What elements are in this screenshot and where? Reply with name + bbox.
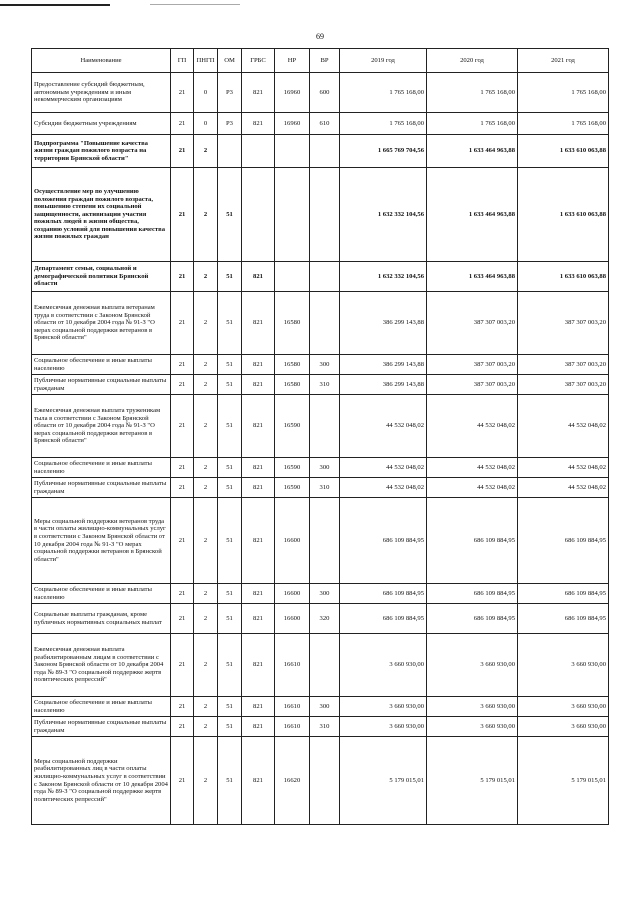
- cell-grbs: 821: [242, 604, 275, 634]
- cell-gp: 21: [171, 737, 194, 825]
- cell-2020: 3 660 930,00: [427, 634, 518, 697]
- cell-2019: 686 109 884,95: [340, 584, 427, 604]
- cell-2021: 1 765 168,00: [518, 73, 609, 113]
- cell-gp: 21: [171, 113, 194, 135]
- cell-2020: 44 532 048,02: [427, 395, 518, 458]
- cell-name: Публичные нормативные социальные выплаты гражданам: [32, 478, 171, 498]
- table-header-row: [32, 49, 609, 73]
- cell-grbs: 821: [242, 737, 275, 825]
- cell-2019: 386 299 143,88: [340, 375, 427, 395]
- cell-gp: 21: [171, 262, 194, 292]
- table-row: [32, 375, 609, 395]
- table-row: [32, 478, 609, 498]
- cell-gp: 21: [171, 478, 194, 498]
- cell-pngp: 2: [194, 262, 218, 292]
- cell-name: Подпрограмма "Повышение качества жизни граждан пожилого возраста на территории Брянской области": [32, 135, 171, 168]
- cell-om: 51: [218, 737, 242, 825]
- cell-om: 51: [218, 458, 242, 478]
- cell-om: [218, 135, 242, 168]
- cell-nr: 16610: [275, 697, 310, 717]
- cell-2021: 1 633 610 063,88: [518, 135, 609, 168]
- cell-pngp: 2: [194, 697, 218, 717]
- cell-gp: 21: [171, 498, 194, 584]
- cell-2021: 44 532 048,02: [518, 478, 609, 498]
- cell-grbs: 821: [242, 292, 275, 355]
- cell-2019: 3 660 930,00: [340, 717, 427, 737]
- cell-2020: 3 660 930,00: [427, 717, 518, 737]
- cell-2020: 1 765 168,00: [427, 113, 518, 135]
- cell-vr: [310, 292, 340, 355]
- table-row: [32, 634, 609, 697]
- cell-om: 51: [218, 717, 242, 737]
- cell-2021: 387 307 003,20: [518, 292, 609, 355]
- cell-nr: 16590: [275, 478, 310, 498]
- cell-2019: 44 532 048,02: [340, 478, 427, 498]
- cell-vr: 300: [310, 697, 340, 717]
- cell-gp: 21: [171, 634, 194, 697]
- cell-vr: [310, 395, 340, 458]
- cell-name: Департамент семьи, социальной и демографической политики Брянской области: [32, 262, 171, 292]
- cell-gp: 21: [171, 355, 194, 375]
- cell-gp: 21: [171, 697, 194, 717]
- cell-gp: 21: [171, 604, 194, 634]
- cell-2020: 44 532 048,02: [427, 458, 518, 478]
- col-header-om: ОМ: [218, 49, 242, 73]
- cell-vr: [310, 634, 340, 697]
- col-header-nr: НР: [275, 49, 310, 73]
- cell-2020: 1 765 168,00: [427, 73, 518, 113]
- cell-pngp: 2: [194, 458, 218, 478]
- table-row: [32, 737, 609, 825]
- cell-om: 51: [218, 697, 242, 717]
- cell-vr: [310, 135, 340, 168]
- cell-om: 51: [218, 262, 242, 292]
- cell-2021: 1 633 610 063,88: [518, 262, 609, 292]
- cell-om: 51: [218, 168, 242, 262]
- scan-edge-mark: [0, 4, 110, 6]
- cell-nr: [275, 262, 310, 292]
- cell-name: Предоставление субсидий бюджетным, автономным учреждениям и иным некоммерческим организациям: [32, 73, 171, 113]
- cell-name: Ежемесячная денежная выплата ветеранам труда в соответствии с Законом Брянской области от 10 декабря 2004 года № 91-З "О мерах социальной поддержки ветеранов в Брянской области": [32, 292, 171, 355]
- cell-name: Социальные выплаты гражданам, кроме публичных нормативных социальных выплат: [32, 604, 171, 634]
- table-row: [32, 395, 609, 458]
- cell-grbs: 821: [242, 717, 275, 737]
- cell-2019: 386 299 143,88: [340, 355, 427, 375]
- cell-vr: [310, 262, 340, 292]
- cell-pngp: 2: [194, 292, 218, 355]
- cell-2021: 3 660 930,00: [518, 697, 609, 717]
- cell-2019: 386 299 143,88: [340, 292, 427, 355]
- cell-2020: 5 179 015,01: [427, 737, 518, 825]
- cell-nr: 16620: [275, 737, 310, 825]
- cell-2019: 686 109 884,95: [340, 498, 427, 584]
- cell-2021: 387 307 003,20: [518, 355, 609, 375]
- cell-nr: [275, 135, 310, 168]
- cell-name: Меры социальной поддержки ветеранов труда в части оплаты жилищно-коммунальных услуг в соответствии с Законом Брянской области от 10 декабря 2004 года № 91-З "О мерах социальной поддержки ветеранов в Брянской области": [32, 498, 171, 584]
- cell-vr: 300: [310, 355, 340, 375]
- cell-2020: 387 307 003,20: [427, 355, 518, 375]
- col-header-name: Наименование: [32, 49, 171, 73]
- cell-gp: 21: [171, 395, 194, 458]
- cell-grbs: 821: [242, 634, 275, 697]
- cell-pngp: 2: [194, 395, 218, 458]
- cell-grbs: [242, 168, 275, 262]
- cell-2019: 44 532 048,02: [340, 395, 427, 458]
- cell-om: 51: [218, 584, 242, 604]
- cell-gp: 21: [171, 168, 194, 262]
- cell-2020: 1 633 464 963,88: [427, 168, 518, 262]
- cell-grbs: 821: [242, 113, 275, 135]
- cell-2019: 5 179 015,01: [340, 737, 427, 825]
- cell-pngp: 0: [194, 113, 218, 135]
- cell-2020: 387 307 003,20: [427, 375, 518, 395]
- table-row: [32, 717, 609, 737]
- cell-om: 51: [218, 355, 242, 375]
- cell-vr: [310, 737, 340, 825]
- cell-2019: 1 765 168,00: [340, 113, 427, 135]
- table-row: [32, 262, 609, 292]
- cell-name: Публичные нормативные социальные выплаты гражданам: [32, 717, 171, 737]
- cell-grbs: 821: [242, 458, 275, 478]
- cell-2019: 3 660 930,00: [340, 697, 427, 717]
- cell-grbs: 821: [242, 498, 275, 584]
- cell-grbs: [242, 135, 275, 168]
- cell-nr: 16580: [275, 292, 310, 355]
- col-header-2020: 2020 год: [427, 49, 518, 73]
- col-header-grbs: ГРБС: [242, 49, 275, 73]
- cell-om: Р3: [218, 73, 242, 113]
- cell-gp: 21: [171, 375, 194, 395]
- cell-nr: 16590: [275, 395, 310, 458]
- cell-2019: 3 660 930,00: [340, 634, 427, 697]
- cell-om: 51: [218, 498, 242, 584]
- table-row: [32, 498, 609, 584]
- cell-pngp: 2: [194, 135, 218, 168]
- col-header-gp: ГП: [171, 49, 194, 73]
- table-row: [32, 355, 609, 375]
- cell-2020: 3 660 930,00: [427, 697, 518, 717]
- cell-2021: 3 660 930,00: [518, 717, 609, 737]
- table-row: [32, 168, 609, 262]
- cell-pngp: 2: [194, 584, 218, 604]
- cell-vr: 320: [310, 604, 340, 634]
- cell-grbs: 821: [242, 697, 275, 717]
- cell-nr: 16600: [275, 604, 310, 634]
- cell-name: Ежемесячная денежная выплата труженикам тыла в соответствии с Законом Брянской области от 10 декабря 2004 года № 91-З "О мерах социальной поддержки ветеранов в Брянской области": [32, 395, 171, 458]
- cell-name: Осуществление мер по улучшению положения граждан пожилого возраста, повышению степени их социальной защищенности, активизации участия пожилых людей в жизни общества, созданию условий для повышения качества жизни пожилых граждан: [32, 168, 171, 262]
- table-row: [32, 73, 609, 113]
- cell-om: 51: [218, 604, 242, 634]
- cell-pngp: 2: [194, 604, 218, 634]
- cell-2021: 5 179 015,01: [518, 737, 609, 825]
- cell-gp: 21: [171, 458, 194, 478]
- cell-name: Публичные нормативные социальные выплаты гражданам: [32, 375, 171, 395]
- cell-2020: 686 109 884,95: [427, 584, 518, 604]
- cell-pngp: 0: [194, 73, 218, 113]
- table-row: [32, 458, 609, 478]
- cell-om: 51: [218, 292, 242, 355]
- cell-om: Р3: [218, 113, 242, 135]
- cell-2020: 387 307 003,20: [427, 292, 518, 355]
- cell-2020: 44 532 048,02: [427, 478, 518, 498]
- cell-grbs: 821: [242, 375, 275, 395]
- cell-2021: 686 109 884,95: [518, 584, 609, 604]
- cell-grbs: 821: [242, 262, 275, 292]
- table-row: [32, 604, 609, 634]
- cell-vr: 310: [310, 375, 340, 395]
- cell-pngp: 2: [194, 478, 218, 498]
- table-row: [32, 584, 609, 604]
- cell-nr: 16590: [275, 458, 310, 478]
- cell-om: 51: [218, 395, 242, 458]
- cell-name: Социальное обеспечение и иные выплаты населению: [32, 458, 171, 478]
- cell-2021: 1 633 610 063,88: [518, 168, 609, 262]
- cell-2019: 1 632 332 104,56: [340, 262, 427, 292]
- cell-nr: 16600: [275, 584, 310, 604]
- cell-2021: 1 765 168,00: [518, 113, 609, 135]
- cell-nr: 16580: [275, 355, 310, 375]
- cell-om: 51: [218, 634, 242, 697]
- cell-grbs: 821: [242, 73, 275, 113]
- cell-2019: 44 532 048,02: [340, 458, 427, 478]
- col-header-pngp: ПНГП: [194, 49, 218, 73]
- cell-gp: 21: [171, 292, 194, 355]
- cell-nr: [275, 168, 310, 262]
- cell-2019: 1 665 769 704,56: [340, 135, 427, 168]
- cell-vr: 600: [310, 73, 340, 113]
- cell-om: 51: [218, 375, 242, 395]
- cell-pngp: 2: [194, 717, 218, 737]
- cell-2021: 44 532 048,02: [518, 395, 609, 458]
- cell-name: Социальное обеспечение и иные выплаты населению: [32, 584, 171, 604]
- col-header-2021: 2021 год: [518, 49, 609, 73]
- cell-vr: 300: [310, 458, 340, 478]
- col-header-2019: 2019 год: [340, 49, 427, 73]
- cell-pngp: 2: [194, 375, 218, 395]
- table-row: [32, 292, 609, 355]
- cell-2020: 686 109 884,95: [427, 498, 518, 584]
- cell-name: Ежемесячная денежная выплата реабилитированным лицам в соответствии с Законом Брянской области от 10 декабря 2004 года № 89-З "О социальной поддержке жертв политических репрессий": [32, 634, 171, 697]
- cell-2021: 3 660 930,00: [518, 634, 609, 697]
- table-row: [32, 697, 609, 717]
- cell-pngp: 2: [194, 355, 218, 375]
- cell-name: Социальное обеспечение и иные выплаты населению: [32, 355, 171, 375]
- scan-edge-mark: [150, 4, 240, 5]
- cell-name: Меры социальной поддержки реабилитированных лиц в части оплаты жилищно-коммунальных услуг в соответствии с Законом Брянской области от 10 декабря 2004 года № 89-З "О социальной поддержке жертв политических репрессий": [32, 737, 171, 825]
- cell-pngp: 2: [194, 168, 218, 262]
- cell-om: 51: [218, 478, 242, 498]
- cell-2021: 387 307 003,20: [518, 375, 609, 395]
- cell-grbs: 821: [242, 395, 275, 458]
- cell-nr: 16610: [275, 634, 310, 697]
- cell-grbs: 821: [242, 584, 275, 604]
- cell-vr: 610: [310, 113, 340, 135]
- cell-gp: 21: [171, 717, 194, 737]
- cell-name: Социальное обеспечение и иные выплаты населению: [32, 697, 171, 717]
- cell-gp: 21: [171, 73, 194, 113]
- cell-pngp: 2: [194, 498, 218, 584]
- cell-2020: 1 633 464 963,88: [427, 135, 518, 168]
- col-header-vr: ВР: [310, 49, 340, 73]
- cell-2020: 1 633 464 963,88: [427, 262, 518, 292]
- page-number: 69: [316, 32, 324, 41]
- cell-pngp: 2: [194, 634, 218, 697]
- cell-gp: 21: [171, 584, 194, 604]
- cell-vr: 300: [310, 584, 340, 604]
- cell-vr: 310: [310, 717, 340, 737]
- table-row: [32, 135, 609, 168]
- cell-2019: 1 632 332 104,56: [340, 168, 427, 262]
- cell-pngp: 2: [194, 737, 218, 825]
- cell-vr: 310: [310, 478, 340, 498]
- cell-2021: 686 109 884,95: [518, 498, 609, 584]
- cell-2020: 686 109 884,95: [427, 604, 518, 634]
- cell-vr: [310, 168, 340, 262]
- cell-name: Субсидии бюджетным учреждениям: [32, 113, 171, 135]
- cell-vr: [310, 498, 340, 584]
- cell-nr: 16960: [275, 113, 310, 135]
- cell-nr: 16960: [275, 73, 310, 113]
- table-row: [32, 113, 609, 135]
- cell-2021: 686 109 884,95: [518, 604, 609, 634]
- cell-gp: 21: [171, 135, 194, 168]
- cell-2019: 686 109 884,95: [340, 604, 427, 634]
- budget-table: [31, 48, 609, 825]
- cell-2021: 44 532 048,02: [518, 458, 609, 478]
- cell-nr: 16610: [275, 717, 310, 737]
- cell-grbs: 821: [242, 478, 275, 498]
- cell-nr: 16580: [275, 375, 310, 395]
- cell-grbs: 821: [242, 355, 275, 375]
- cell-2019: 1 765 168,00: [340, 73, 427, 113]
- cell-nr: 16600: [275, 498, 310, 584]
